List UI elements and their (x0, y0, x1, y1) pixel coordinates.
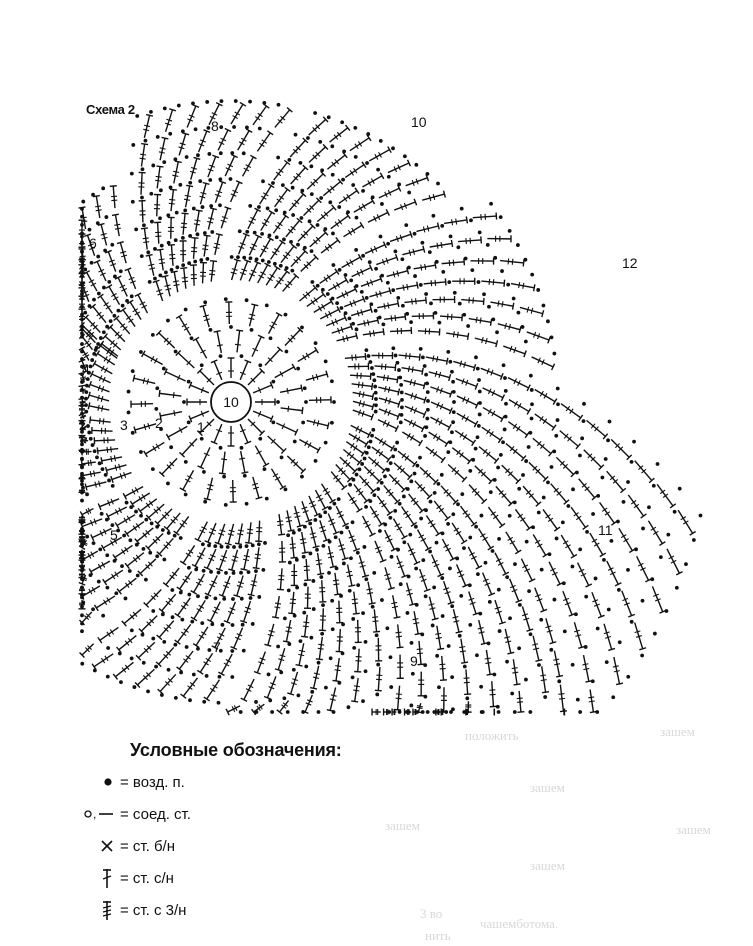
legend-text: = соед. ст. (120, 805, 191, 823)
legend-text: = возд. п. (120, 773, 185, 791)
faint-text: положить (465, 728, 519, 743)
chain-stitch-icon (80, 776, 114, 788)
slip-stitch-icon (80, 808, 114, 820)
scheme-title: Схема 2 (86, 102, 135, 117)
round-number: 6 (89, 235, 97, 251)
legend-item-slip (80, 802, 191, 826)
round-number: 12 (622, 255, 638, 271)
legend-title: Условные обозначения: (130, 740, 342, 760)
faint-text: зашем (530, 858, 565, 873)
round-number: 4 (82, 361, 90, 377)
round-number: 3 (120, 417, 128, 433)
legend (80, 740, 410, 940)
legend-text: = ст. с 3/н (120, 901, 187, 919)
round-number: 2 (155, 415, 163, 431)
faint-text: нить (425, 928, 451, 943)
round-number: 11 (598, 522, 613, 538)
svg-text:,: , (93, 808, 97, 820)
round-number: 10 (411, 114, 427, 130)
faint-text: зашем (660, 724, 695, 739)
triple-crochet-icon (80, 899, 114, 921)
legend-text: = ст. с/н (120, 869, 174, 887)
legend-item-tc (80, 898, 186, 922)
outer-petals (79, 99, 703, 715)
legend-item-dc (80, 866, 174, 890)
faint-text: 3 во (420, 906, 443, 921)
faint-text: чашемботома. (480, 916, 559, 931)
round-number: 9 (410, 653, 418, 669)
single-crochet-icon (80, 839, 114, 853)
round-number: 8 (211, 118, 219, 134)
legend-item-chain (80, 770, 185, 794)
round-number: 1 (197, 419, 205, 435)
double-crochet-icon (80, 867, 114, 889)
center-label: 10 (223, 394, 239, 410)
legend-item-sc (80, 834, 175, 858)
legend-text: = ст. б/н (120, 837, 176, 855)
round-number: 7 (213, 639, 221, 655)
round-number: 5 (110, 527, 118, 543)
faint-text: зашем (385, 818, 420, 833)
faint-text: зашем (676, 822, 711, 837)
faint-text: зашем (530, 780, 565, 795)
